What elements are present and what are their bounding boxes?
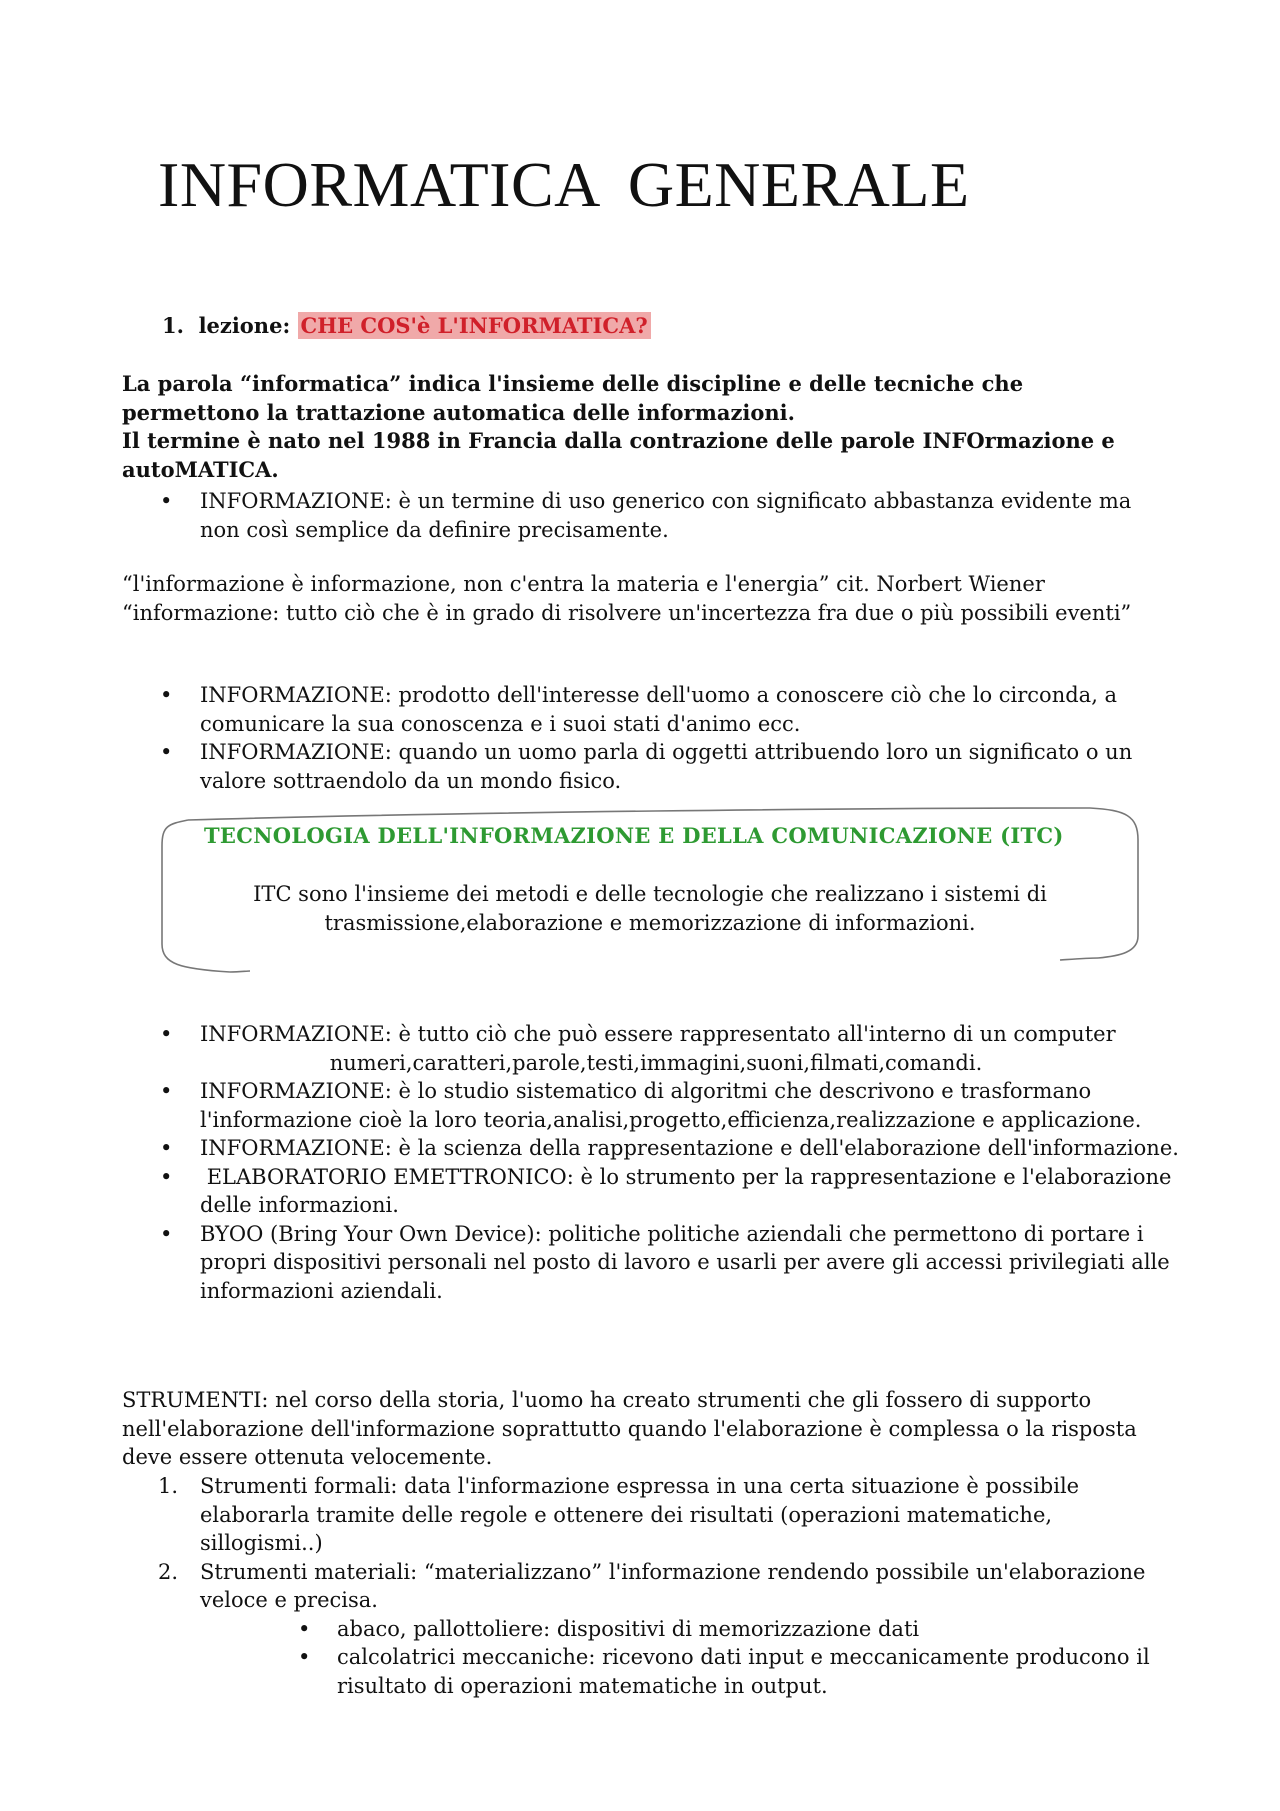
itc-callout-box xyxy=(160,806,1142,976)
page-title: INFORMATICA GENERALE xyxy=(158,149,970,220)
list-item xyxy=(122,1558,1162,1701)
list-item xyxy=(122,487,1162,544)
intro-origin: Il termine è nato nel 1988 in Francia dalla contrazione delle parole INFOrmazione e autoMATICA. xyxy=(122,428,1115,482)
list-item xyxy=(122,1077,1192,1134)
definitions-list-3 xyxy=(122,1020,1192,1305)
bullet-icon: • xyxy=(160,740,173,764)
bullet-icon: • xyxy=(160,1221,173,1246)
lesson-heading xyxy=(162,312,651,341)
definitions-list-1 xyxy=(122,487,1162,544)
list-number: 2. xyxy=(158,1559,179,1584)
list-item xyxy=(122,1020,1192,1077)
list-item xyxy=(122,1163,1192,1220)
list-item-text: INFORMAZIONE: quando un uomo parla di oggetti attribuendo loro un significato o un valore sottraendolo da un mondo fisico. xyxy=(200,740,1133,793)
sublist-item xyxy=(200,1643,1162,1700)
bullet-icon: • xyxy=(160,683,173,707)
list-item xyxy=(122,1220,1192,1306)
list-item-text: Strumenti formali: data l'informazione espressa in una certa situazione è possibile elaborarla tramite delle regole e ottenere dei risultati (operazioni matematiche, sillogismi..) xyxy=(200,1474,1080,1555)
list-item xyxy=(122,738,1162,795)
bullet-icon: • xyxy=(160,1136,173,1160)
lesson-topic-highlight: CHE COS'è L'INFORMATICA? xyxy=(298,312,651,339)
list-item-text: INFORMAZIONE: prodotto dell'interesse dell'uomo a conoscere ciò che lo circonda, a comunicare la sua conoscenza e i suoi stati d'animo ecc. xyxy=(200,683,1118,736)
quote-wiener: “l'informazione è informazione, non c'entra la materia e l'energia” cit. Norbert Wiener xyxy=(122,572,1045,596)
bullet-icon: • xyxy=(160,1079,173,1103)
intro-paragraph xyxy=(122,370,1152,484)
bullet-icon: • xyxy=(160,1164,173,1189)
sublist-item-text: abaco, pallottoliere: dispositivi di memorizzazione dati xyxy=(337,1616,920,1641)
definitions-list-2 xyxy=(122,681,1162,795)
tools-list xyxy=(122,1472,1162,1700)
lesson-label: lezione: xyxy=(198,313,291,338)
itc-description: ITC sono l'insieme dei metodi e delle tecnologie che realizzano i sistemi di trasmissione,elaborazione e memorizzazione di informazioni. xyxy=(253,882,1047,935)
list-item-examples: numeri,caratteri,parole,testi,immagini,suoni,filmati,comandi. xyxy=(329,1050,983,1075)
list-item-text: INFORMAZIONE: è lo studio sistematico di algoritmi che descrivono e trasformano l'informazione cioè la loro teoria,analisi,progetto,efficienza,realizzazione e applicazione. xyxy=(200,1079,1142,1132)
list-item-text: INFORMAZIONE: è la scienza della rappresentazione e dell'elaborazione dell'informazione. xyxy=(200,1136,1179,1160)
list-item-text: INFORMAZIONE: è un termine di uso generico con significato abbastanza evidente ma non così semplice da definire precisamente. xyxy=(200,489,1132,542)
bullet-icon: • xyxy=(298,1616,311,1641)
material-tools-sublist xyxy=(200,1615,1162,1701)
bullet-icon: • xyxy=(160,1022,173,1046)
list-item-text: INFORMAZIONE: è tutto ciò che può essere rappresentato all'interno di un computer xyxy=(200,1022,1116,1046)
list-item-text: ELABORATORIO EMETTRONICO: è lo strumento per la rappresentazione e l'elaborazione delle informazioni. xyxy=(200,1164,1179,1217)
intro-definition: La parola “informatica” indica l'insieme delle discipline e delle tecniche che permettono la trattazione automatica delle informazioni. xyxy=(122,371,1024,425)
list-item xyxy=(122,1134,1192,1163)
quote-uncertainty: “informazione: tutto ciò che è in grado di risolvere un'incertezza fra due o più possibili eventi” xyxy=(122,600,1132,625)
bullet-icon: • xyxy=(298,1645,311,1669)
list-item-text: BYOO (Bring Your Own Device): politiche politiche aziendali che permettono di portare i propri dispositivi personali nel posto di lavoro e usarli per avere gli accessi privilegiati alle informazioni aziendali. xyxy=(200,1221,1170,1303)
lesson-number: 1. xyxy=(162,313,184,338)
quotes-block xyxy=(122,570,1162,627)
sublist-item xyxy=(200,1615,1162,1644)
itc-title: TECNOLOGIA DELL'INFORMAZIONE E DELLA COMUNICAZIONE (ITC) xyxy=(204,823,1064,848)
bullet-icon: • xyxy=(160,489,173,513)
list-item xyxy=(122,1472,1162,1558)
list-number: 1. xyxy=(158,1474,179,1498)
list-item-text: Strumenti materiali: “materializzano” l'informazione rendendo possibile un'elaborazione veloce e precisa. xyxy=(200,1559,1146,1612)
list-item xyxy=(122,681,1162,738)
strumenti-paragraph: STRUMENTI: nel corso della storia, l'uomo ha creato strumenti che gli fossero di supporto nell'elaborazione dell'informazione soprattutto quando l'elaborazione è complessa o la risposta deve essere ottenuta velocemente. xyxy=(122,1388,1137,1469)
sublist-item-text: calcolatrici meccaniche: ricevono dati input e meccanicamente producono il risultato di operazioni matematiche in output. xyxy=(337,1645,1150,1698)
